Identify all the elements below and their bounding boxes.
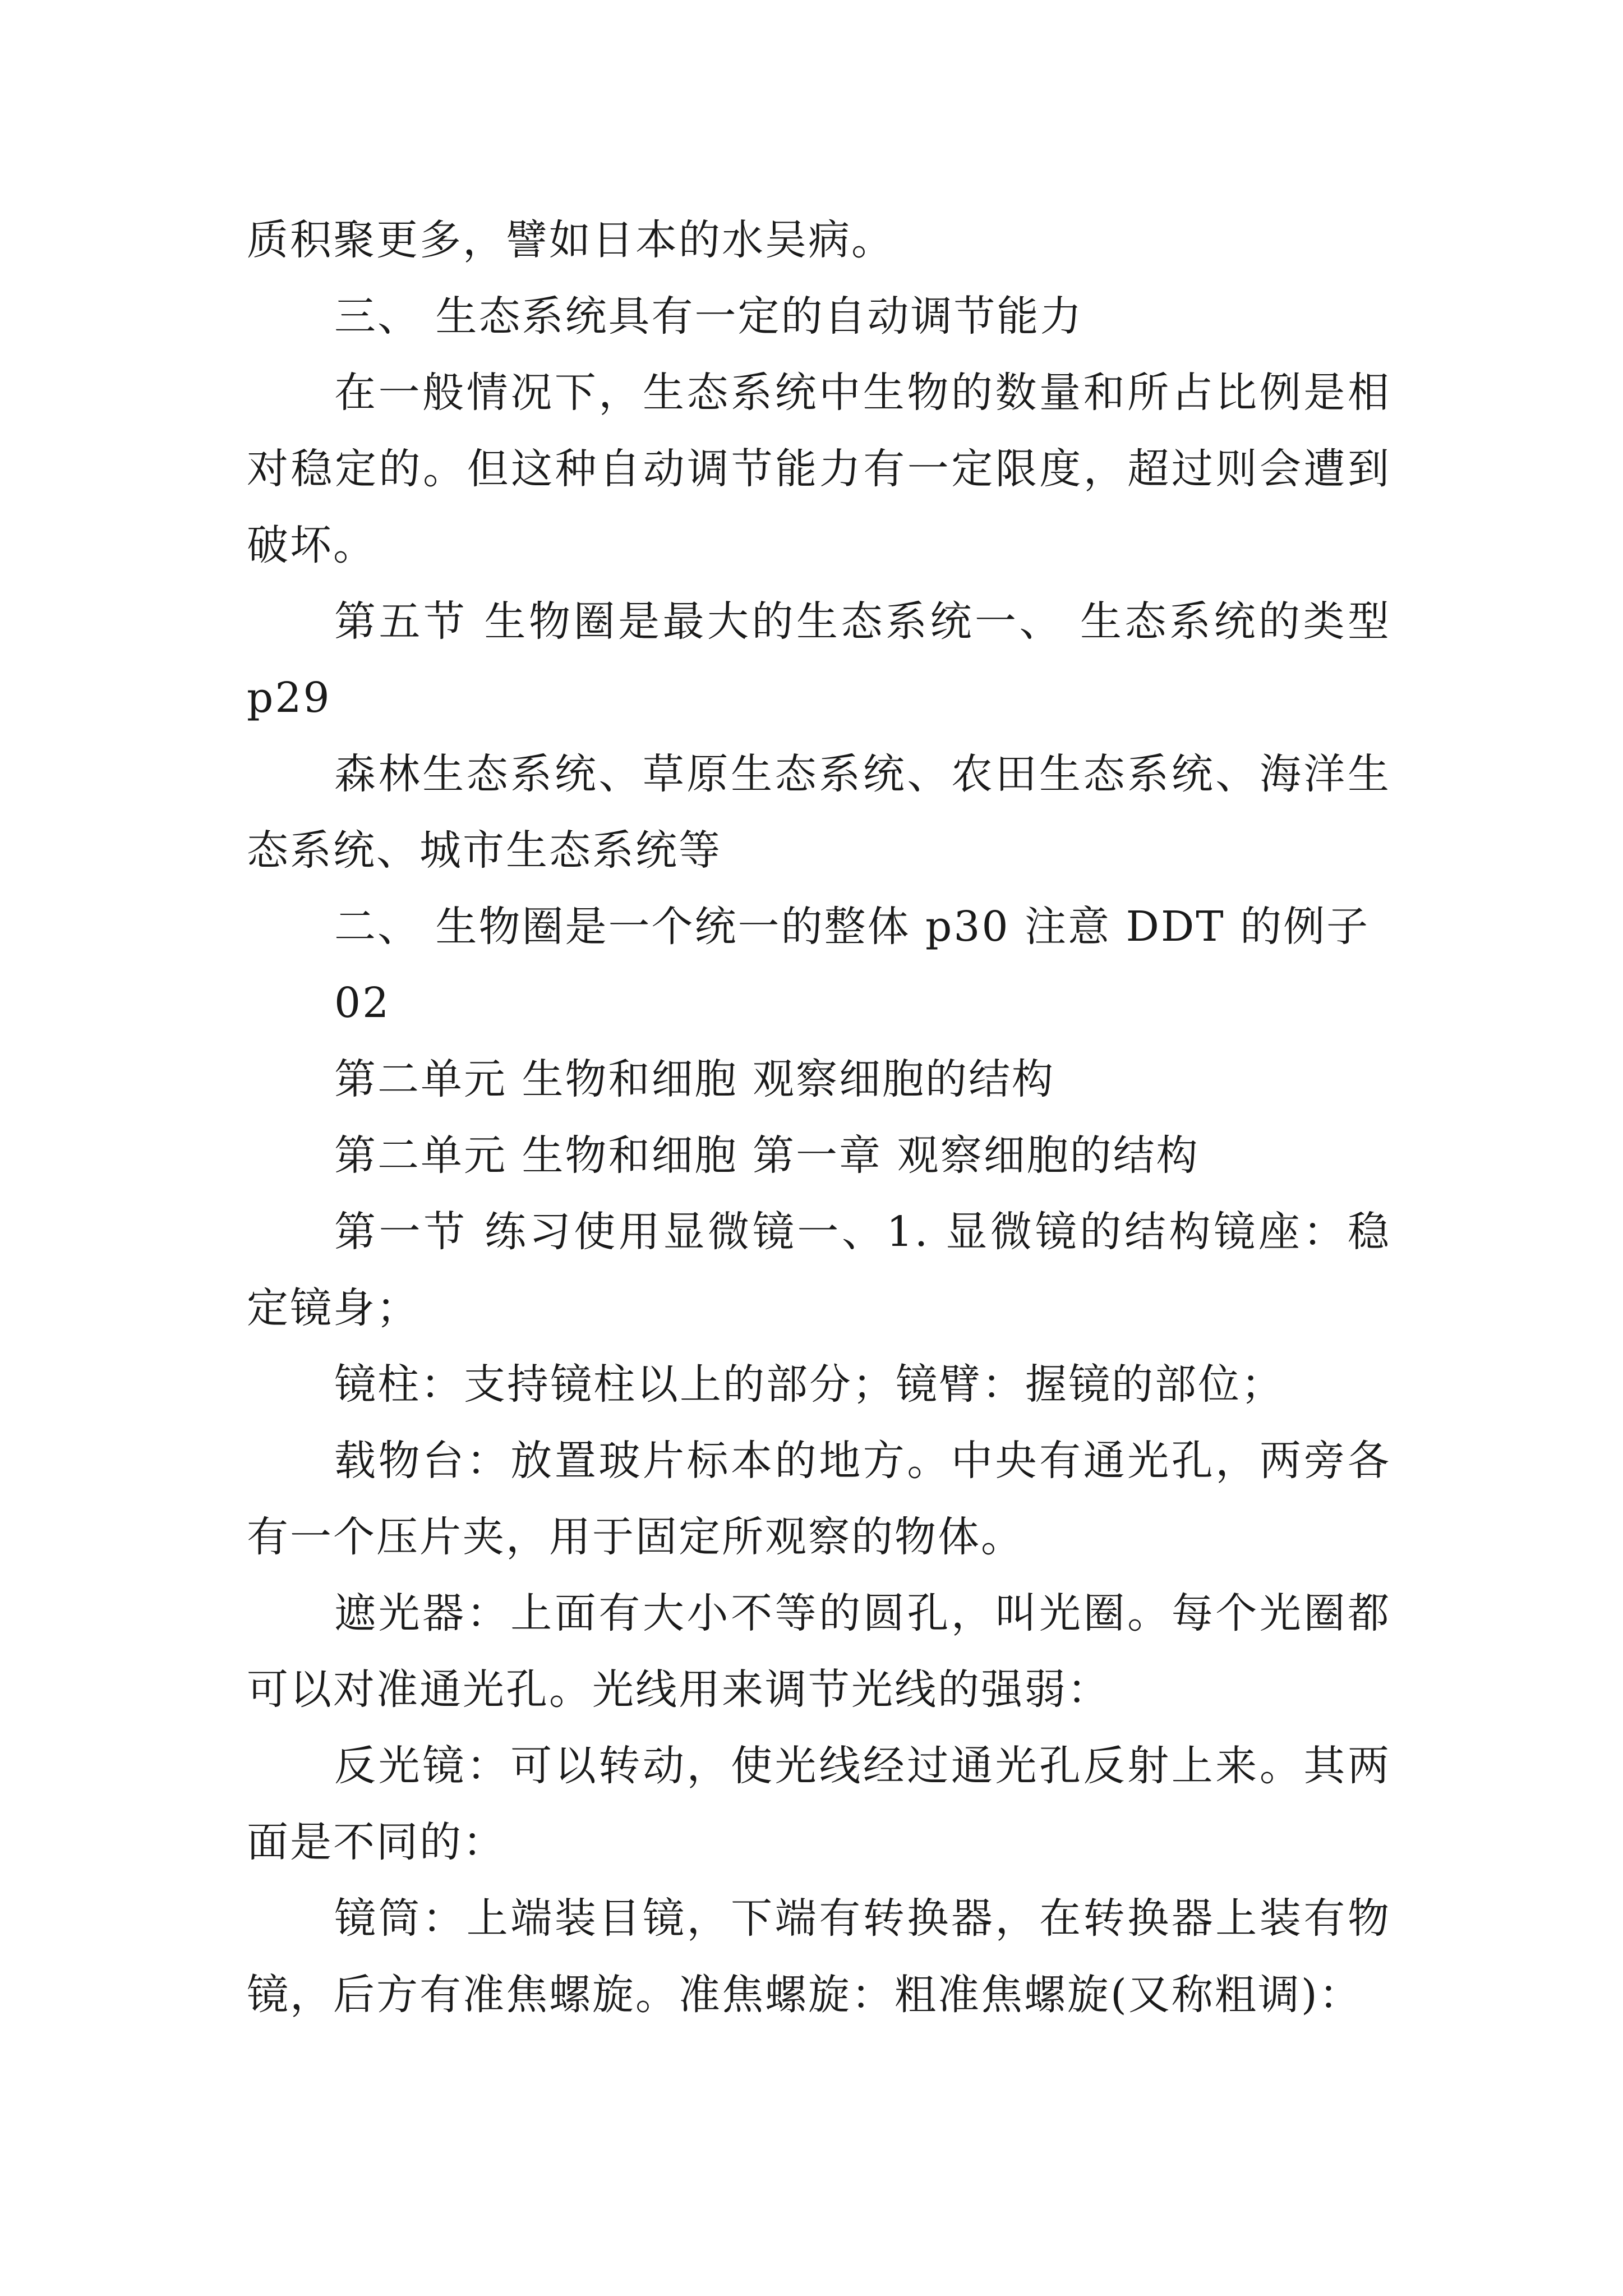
paragraph-microscope-base: 第一节 练习使用显微镜一、1. 显微镜的结构镜座：稳定镜身；: [247, 1208, 1391, 1332]
paragraph-continuation: 质积聚更多，譬如日本的水吴病。: [247, 216, 895, 264]
document-body: [247, 202, 1391, 2033]
section-heading-self-regulation: 三、 生态系统具有一定的自动调节能力: [334, 292, 1083, 341]
paragraph-microscope-pillar-arm: 镜柱：支持镜柱以上的部分；镜臂：握镜的部位；: [334, 1360, 1284, 1409]
paragraph-ecosystem-types: 森林生态系统、草原生态系统、农田生态系统、海洋生态系统、城市生态系统等: [247, 750, 1391, 875]
unit-chapter-heading: 第二单元 生物和细胞 第一章 观察细胞的结构: [334, 1131, 1200, 1180]
unit-heading-cell-structure: 第二单元 生物和细胞 观察细胞的结构: [334, 1055, 1055, 1103]
paragraph-microscope-diaphragm: 遮光器：上面有大小不等的圆孔，叫光圈。每个光圈都可以对准通光孔。光线用来调节光线的强弱：: [247, 1589, 1391, 1714]
paragraph-microscope-mirror: 反光镜：可以转动，使光线经过通光孔反射上来。其两面是不同的：: [247, 1742, 1391, 1866]
paragraph-microscope-stage: 载物台：放置玻片标本的地方。中央有通光孔，两旁各有一个压片夹，用于固定所观察的物体。: [247, 1437, 1391, 1561]
paragraph-self-regulation: 在一般情况下，生态系统中生物的数量和所占比例是相对稳定的。但这种自动调节能力有一定限度，超过则会遭到破坏。: [247, 369, 1391, 569]
section-heading-biosphere-whole: 二、 生物圈是一个统一的整体 p30 注意 DDT 的例子: [334, 903, 1370, 951]
section-number: 02: [334, 979, 391, 1027]
section-heading-biosphere-types: 第五节 生物圈是最大的生态系统一、 生态系统的类型 p29: [247, 597, 1391, 722]
paragraph-microscope-tube: 镜筒：上端装目镜，下端有转换器，在转换器上装有物镜，后方有准焦螺旋。准焦螺旋：粗准焦螺旋(又称粗调)：: [247, 1894, 1391, 2019]
